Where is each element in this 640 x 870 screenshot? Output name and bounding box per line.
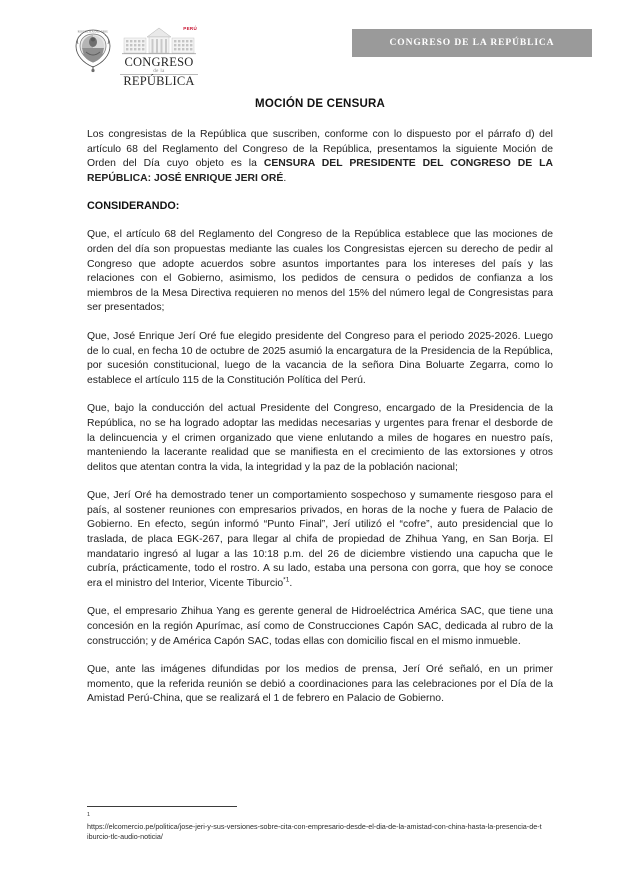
document-body	[87, 98, 553, 721]
peru-coat-of-arms-icon	[72, 24, 114, 74]
intro-paragraph	[87, 128, 553, 186]
peru-tag-label: PERÚ	[183, 26, 197, 31]
considerando-paragraph-1: Que, el artículo 68 del Reglamento del Congreso de la República establece que las mociones de orden del día son propuestas mediante las cuales los Congresistas ejercen su derecho de pedir al Congreso que adopte acuerdos sobre asuntos importantes para los intereses del país y las relaciones con el Gobierno, asimismo, los pedidos de censura o pedidos de confianza a los miembros de la Mesa Directiva requieren no menos del 15% del número legal de Congresistas para ser presentados;	[87, 229, 553, 314]
footnoted-paragraph-trailing: .	[289, 577, 293, 589]
congreso-label: CONGRESO	[124, 55, 194, 69]
footnote-area	[87, 806, 553, 841]
header-banner-text: CONGRESO DE LA REPÚBLICA	[389, 38, 555, 48]
footnote-number: 1	[87, 812, 91, 818]
considerando-paragraph-2: Que, José Enrique Jerí Oré fue elegido presidente del Congreso para el periodo 2025-2026. Luego de lo cual, en fecha 10 de octubre de 2025 asumió la encargatura de la Presidencia de la República, por sucesión constitucional, luego de la vacancia de la señora Dina Boluarte Zegarra, como lo establece el artículo 115 de la Constitución Política del Perú.	[87, 330, 553, 386]
footnoted-paragraph-text: Que, Jerí Oré ha demostrado tener un comportamiento sospechoso y sumamente riesgoso para el país, al sostener reuniones con empresarios privados, en horas de la noche y fuera de Palacio de Gobierno. En efecto, según informó “Punto Final”, Jerí utilizó el “cofre”, auto presidencial que lo traslada, de placa EGK-267, para llegar al chifa de propiedad de Zhihua Yang, en San Borja. El mandatario ingresó al lugar a las 10:18 p.m. del 26 de diciembre vistiendo una capucha que le cubría, prácticamente, todo el rostro. A su lado, estaba una persona con gorra, que hoy se conoce era el ministro del Interior, Vicente Tiburcio	[87, 490, 553, 589]
considerando-paragraph-4	[87, 489, 553, 591]
considerando-paragraph-6: Que, ante las imágenes difundidas por los medios de prensa, Jerí Oré señaló, en un primer momento, que la referida reunión se debió a coordinaciones para las celebraciones por el Día de la Amistad Perú-China, que se realizará el 1 de febrero en Palacio de Gobierno.	[87, 664, 553, 705]
header-banner	[352, 29, 592, 57]
intro-text-part1: Los congresistas de la República que suscriben, conforme con lo dispuesto por el párrafo d) del artículo 68 del Reglamento del Congreso de la República, presentamos la siguiente Moción de Orden del Día cuyo objeto es la	[87, 129, 553, 170]
considerando-paragraph-3: Que, bajo la conducción del actual Presidente del Congreso, encargado de la Presidencia de la República, no se ha logrado adoptar las medidas necesarias y urgentes para frenar el desborde de la delincuencia y el crimen organizado que viene enlutando a miles de hogares en nuestro país, manteniendo la lacerante realidad que se manifiesta en el crecimiento de las extorsiones y otros delitos que atentan contra la vida, la integridad y la paz de la población nacional;	[87, 403, 553, 473]
considerando-heading: CONSIDERANDO:	[87, 200, 180, 213]
de-la-label: de la	[153, 69, 165, 75]
page-title: MOCIÓN DE CENSURA	[255, 98, 385, 110]
republica-label: REPÚBLICA	[123, 74, 195, 89]
congress-building-icon	[120, 26, 198, 56]
considerando-paragraph-5: Que, el empresario Zhihua Yang es gerente general de Hidroeléctrica América SAC, que tiene una concesión en la región Apurímac, así como de Construcciones Capón SAC, dedicada al rubro de la construcción; y de América Capón SAC, todas ellas con domicilio fiscal en el mismo inmueble.	[87, 606, 553, 647]
svg-text:REPUBLICA DEL PERU: REPUBLICA DEL PERU	[77, 30, 109, 34]
footnote-reference-marker[interactable]: *1	[283, 576, 290, 584]
congress-wordmark	[120, 24, 198, 88]
footnote-url[interactable]: https://elcomercio.pe/politica/jose-jeri-y-sus-versiones-sobre-cita-con-empresario-desde-el-dia-de-la-amistad-con-china-hasta-la-presencia-de-tiburcio-tlc-audio-noticia/	[87, 822, 542, 841]
footnote-separator	[87, 806, 237, 807]
congress-logo	[72, 24, 198, 88]
intro-text-bold: CENSURA DEL PRESIDENTE DEL CONGRESO DE LA REPÚBLICA: JOSÉ ENRIQUE JERI ORÉ	[87, 158, 553, 184]
intro-text-end: .	[283, 172, 287, 184]
document-header	[0, 0, 640, 88]
